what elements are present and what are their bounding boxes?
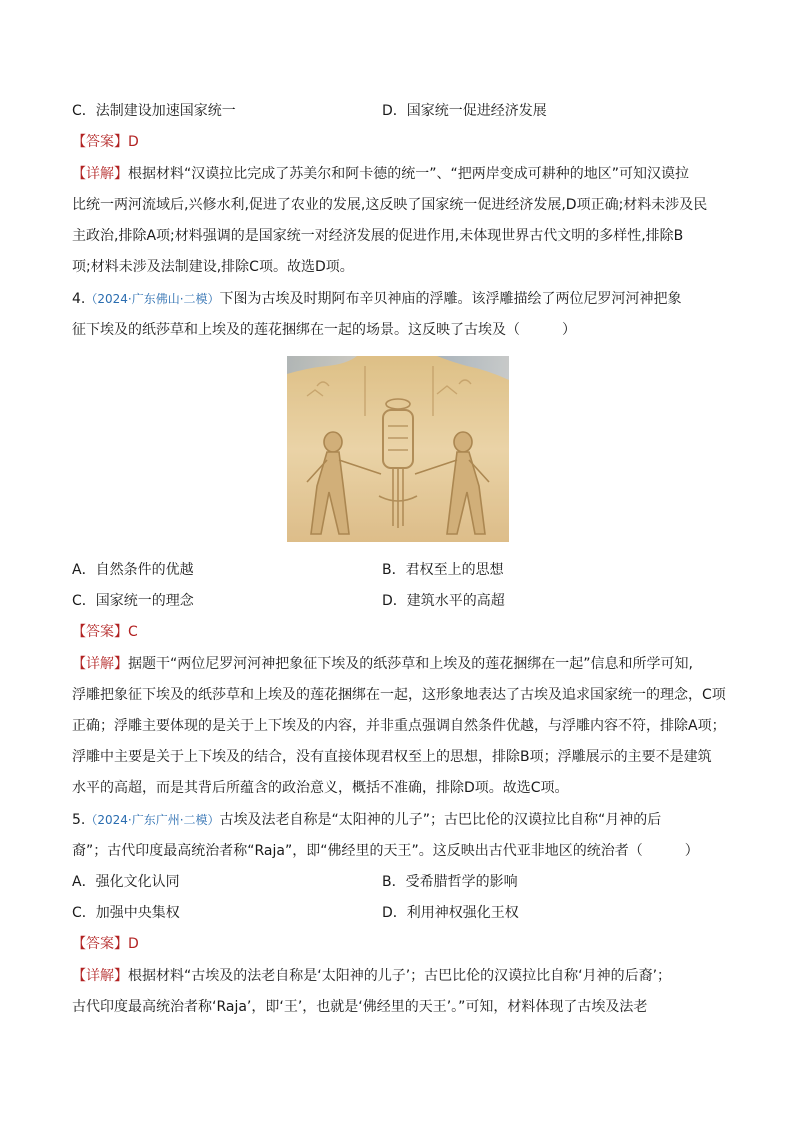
relief-image xyxy=(287,356,509,542)
answer-value: D xyxy=(128,134,139,150)
q3-detail-line-1: 【详解】根据材料“汉谟拉比完成了苏美尔和阿卡德的统一”、“把两岸变成可耕种的地区”可知汉谟拉 xyxy=(72,166,690,182)
q3-detail-line-2: 比统一两河流域后,兴修水利,促进了农业的发展,这反映了国家统一促进经济发展,D项正确;材料未涉及民 xyxy=(72,197,708,213)
q4-detail-line-5: 水平的高超，而是其背后所蕴含的政治意义，概括不准确，排除D项。故选C项。 xyxy=(72,780,569,796)
q4-number: 4. xyxy=(72,291,86,307)
q5-answer xyxy=(72,934,139,954)
q3-option-c: C．法制建设加速国家统一 xyxy=(72,103,236,119)
q3-option-d: D．国家统一促进经济发展 xyxy=(382,103,547,119)
q4-stem-line-2: 征下埃及的纸莎草和上埃及的莲花捆绑在一起的场景。这反映了古埃及（ ） xyxy=(72,322,576,338)
detail-tag: 【详解】 xyxy=(72,968,128,984)
q5-option-b: B．受希腊哲学的影响 xyxy=(382,874,518,890)
answer-tag: 【答案】 xyxy=(72,134,128,150)
q4-answer xyxy=(72,622,138,642)
detail-tag: 【详解】 xyxy=(72,656,128,672)
q4-source: （2024·广东佛山·二模） xyxy=(85,292,220,306)
q5-option-d: D．利用神权强化王权 xyxy=(382,905,519,921)
q4-detail-line-4: 浮雕中主要是关于上下埃及的结合，没有直接体现君权至上的思想，排除B项；浮雕展示的主要不是建筑 xyxy=(72,749,712,765)
q3-detail-line-3: 主政治,排除A项;材料强调的是国家统一对经济发展的促进作用,未体现世界古代文明的多样性,排除B xyxy=(72,228,684,244)
q4-detail-line-2: 浮雕把象征下埃及的纸莎草和上埃及的莲花捆绑在一起，这形象地表达了古埃及追求国家统一的理念，C项 xyxy=(72,687,726,703)
q5-source: （2024·广东广州·二模） xyxy=(85,813,220,827)
q3-detail-line-4: 项;材料未涉及法制建设,排除C项。故选D项。 xyxy=(72,259,354,275)
answer-value: C xyxy=(128,624,138,640)
answer-tag: 【答案】 xyxy=(72,936,128,952)
q4-detail-line-3: 正确；浮雕主要体现的是关于上下埃及的内容，并非重点强调自然条件优越，与浮雕内容不符，排除A项； xyxy=(72,718,726,734)
q5-detail-line-1: 【详解】根据材料“古埃及的法老自称是‘太阳神的儿子’；古巴比伦的汉谟拉比自称‘月神的后裔’； xyxy=(72,968,672,984)
q4-option-b: B．君权至上的思想 xyxy=(382,562,504,578)
q5-number: 5. xyxy=(72,812,86,828)
q4-detail-line-1: 【详解】据题干“两位尼罗河河神把象征下埃及的纸莎草和上埃及的莲花捆绑在一起”信息和所学可知, xyxy=(72,656,693,672)
answer-value: D xyxy=(128,936,139,952)
q5-stem-line-2: 裔”；古代印度最高统治者称“Raja”，即“佛经里的天王”。这反映出古代亚非地区的统治者（ ） xyxy=(72,843,699,859)
q5-option-a: A．强化文化认同 xyxy=(72,874,180,890)
answer-tag: 【答案】 xyxy=(72,624,128,640)
q5-option-c: C．加强中央集权 xyxy=(72,905,180,921)
detail-tag: 【详解】 xyxy=(72,166,128,182)
q5-detail-line-2: 古代印度最高统治者称‘Raja’，即‘王’，也就是‘佛经里的天王’。”可知，材料体现了古埃及法老 xyxy=(72,999,648,1015)
abu-simbel-relief-picture xyxy=(287,356,509,542)
q4-option-c: C．国家统一的理念 xyxy=(72,593,194,609)
q4-stem-line-1: 4.（2024·广东佛山·二模）下图为古埃及时期阿布辛贝神庙的浮雕。该浮雕描绘了两位尼罗河河神把象 xyxy=(72,291,682,307)
q4-option-d: D．建筑水平的高超 xyxy=(382,593,505,609)
q3-answer xyxy=(72,132,139,152)
q4-option-a: A．自然条件的优越 xyxy=(72,562,194,578)
q5-stem-line-1: 5.（2024·广东广州·二模）古埃及法老自称是“太阳神的儿子”；古巴比伦的汉谟拉比自称“月神的后 xyxy=(72,812,662,828)
